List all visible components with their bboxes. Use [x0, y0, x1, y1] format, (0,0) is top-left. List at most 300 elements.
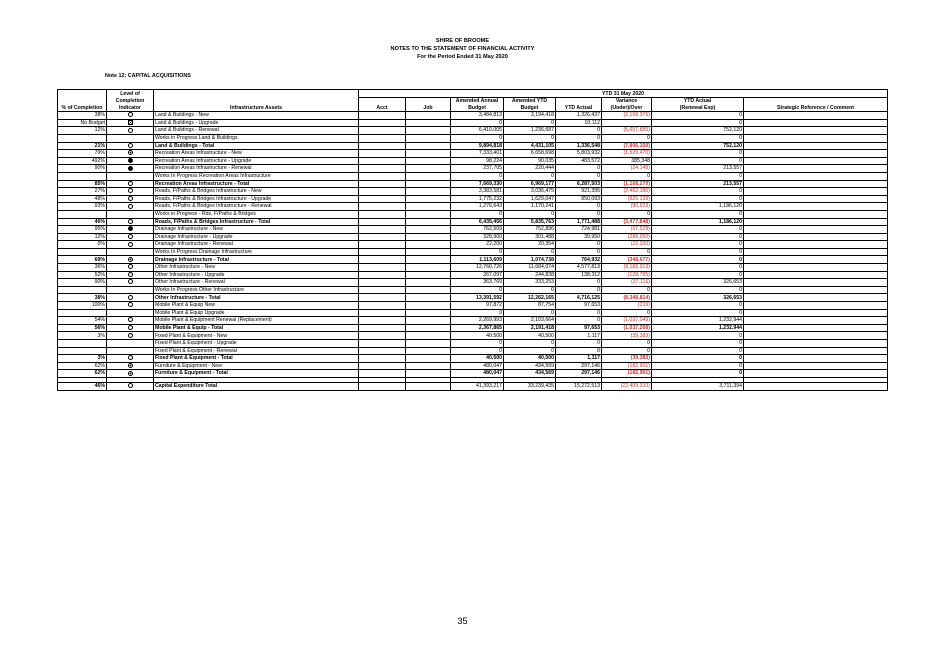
pct-cell — [58, 248, 107, 256]
completion-indicator-icon — [128, 302, 133, 307]
job-cell — [406, 112, 451, 120]
header-blank — [58, 98, 107, 105]
actual-cell: 850,093 — [556, 195, 602, 203]
table-row — [58, 271, 888, 279]
comment-cell — [744, 355, 888, 363]
completion-indicator-icon — [128, 333, 133, 338]
job-cell — [406, 324, 451, 332]
header-job: Job — [406, 105, 451, 112]
pct-cell — [58, 286, 107, 294]
actual-cell: 764,932 — [556, 256, 602, 264]
header-amended-budget-2: Budget — [451, 105, 504, 112]
asset-cell: Fixed Plant & Equipment - Renewal — [154, 347, 359, 355]
pct-cell: 492% — [58, 157, 107, 165]
renewal-cell: 0 — [652, 302, 744, 310]
actual-cell: 0 — [556, 172, 602, 180]
ytd-budget-cell: 40,500 — [504, 355, 556, 363]
job-cell — [406, 150, 451, 158]
table-row — [58, 279, 888, 287]
actual-cell: 297,146 — [556, 362, 602, 370]
actual-cell: 724,981 — [556, 226, 602, 234]
ytd-budget-cell: 301,488 — [504, 233, 556, 241]
header-acct: Acct — [359, 105, 406, 112]
header-renewal-1: YTD Actual — [652, 98, 744, 105]
acct-cell — [359, 340, 406, 348]
asset-cell: Roads, F/Paths & Bridges Infrastructure - New — [154, 188, 359, 196]
completion-indicator-icon — [128, 325, 133, 330]
ytd-budget-cell: 0 — [504, 172, 556, 180]
renewal-cell: 0 — [652, 112, 744, 120]
actual-cell: 0 — [556, 309, 602, 317]
budget-cell: 1,276,643 — [451, 203, 504, 211]
budget-cell: 13,391,592 — [451, 294, 504, 302]
actual-cell: 0 — [556, 340, 602, 348]
job-cell — [406, 203, 451, 211]
acct-cell — [359, 271, 406, 279]
renewal-cell: 0 — [652, 362, 744, 370]
renewal-cell: 0 — [652, 195, 744, 203]
renewal-cell: 0 — [652, 332, 744, 340]
completion-indicator-icon — [128, 196, 133, 201]
header-blank — [154, 98, 359, 105]
asset-cell: Fixed Plant & Equipment - New — [154, 332, 359, 340]
header-ytd-actual: YTD Actual — [556, 105, 602, 112]
acct-cell — [359, 134, 406, 142]
comment-cell — [744, 172, 888, 180]
completion-indicator-icon — [128, 150, 133, 155]
pct-cell: 90% — [58, 165, 107, 173]
job-cell — [406, 226, 451, 234]
renewal-cell: 0 — [652, 347, 744, 355]
job-cell — [406, 286, 451, 294]
ytd-budget-cell: 11,684,074 — [504, 264, 556, 272]
actual-cell: 97,653 — [556, 302, 602, 310]
pct-cell: 69% — [58, 256, 107, 264]
actual-cell: 0 — [556, 279, 602, 287]
indicator-cell — [107, 294, 154, 302]
variance-cell: (5,657,885) — [602, 127, 652, 135]
variance-cell: 0 — [602, 248, 652, 256]
pct-cell: 38% — [58, 294, 107, 302]
asset-cell: Works In Progress Other Infrastructure — [154, 286, 359, 294]
job-cell — [406, 362, 451, 370]
ytd-budget-cell: 434,569 — [504, 370, 556, 378]
budget-cell: 0 — [451, 210, 504, 218]
variance-cell: (1,168,270) — [602, 180, 652, 188]
pct-cell: 12% — [58, 127, 107, 135]
variance-cell: (2,462,186) — [602, 188, 652, 196]
renewal-cell: 0 — [652, 150, 744, 158]
indicator-cell — [107, 340, 154, 348]
asset-cell: Drainage Infrastructure - Total — [154, 256, 359, 264]
variance-cell: (39,383) — [602, 332, 652, 340]
pct-cell: 27% — [58, 188, 107, 196]
actual-cell: 1,771,488 — [556, 218, 602, 226]
asset-cell: Recreation Areas Infrastructure - Total — [154, 180, 359, 188]
asset-cell: Fixed Plant & Equipment - Upgrade — [154, 340, 359, 348]
acct-cell — [359, 256, 406, 264]
asset-cell: Works in Progress - Rds, F/Paths & Bridges — [154, 210, 359, 218]
pct-cell — [58, 134, 107, 142]
pct-cell: 3% — [58, 355, 107, 363]
comment-cell — [744, 180, 888, 188]
asset-cell: Mobile Plant & Equip - Total — [154, 324, 359, 332]
comment-cell — [744, 150, 888, 158]
ytd-budget-cell: 2,191,418 — [504, 324, 556, 332]
table-row — [58, 309, 888, 317]
asset-cell: Land & Buildings - New — [154, 112, 359, 120]
capital-acquisitions-table — [57, 89, 888, 391]
comment-cell — [744, 165, 888, 173]
renewal-cell: 0 — [652, 340, 744, 348]
table-row — [58, 332, 888, 340]
ytd-budget-cell: 0 — [504, 134, 556, 142]
variance-cell: 0 — [602, 134, 652, 142]
renewal-cell: 0 — [652, 172, 744, 180]
table-row — [58, 172, 888, 180]
table-row — [58, 241, 888, 249]
completion-indicator-icon — [128, 363, 133, 368]
indicator-cell — [107, 248, 154, 256]
variance-cell: (22,409,310) — [602, 382, 652, 390]
actual-cell: 39,950 — [556, 233, 602, 241]
header-blank — [58, 90, 107, 98]
budget-cell: 267,097 — [451, 271, 504, 279]
indicator-cell — [107, 382, 154, 390]
ytd-budget-cell: 1,236,687 — [504, 127, 556, 135]
comment-cell — [744, 302, 888, 310]
comment-cell — [744, 233, 888, 241]
asset-cell: Land & Buildings - Upgrade — [154, 119, 359, 127]
variance-cell: (90,523) — [602, 203, 652, 211]
header-blank — [359, 98, 406, 105]
header-comment: Strategic Reference / Comment — [744, 105, 888, 112]
budget-cell: 0 — [451, 119, 504, 127]
completion-indicator-icon — [128, 295, 133, 300]
completion-indicator-icon — [128, 355, 133, 360]
budget-cell: 97,872 — [451, 302, 504, 310]
table-row — [58, 112, 888, 120]
comment-cell — [744, 241, 888, 249]
comment-cell — [744, 279, 888, 287]
asset-cell: Recreation Areas Infrastructure - Upgrade — [154, 157, 359, 165]
header-asset: Infrastructure Assets — [154, 105, 359, 112]
asset-cell: Works In Progress Recreation Areas Infrastructure — [154, 172, 359, 180]
subtotal-row — [58, 294, 888, 302]
indicator-cell — [107, 188, 154, 196]
asset-cell: Roads, F/Paths & Bridges Infrastructure - Upgrade — [154, 195, 359, 203]
renewal-cell: 0 — [652, 119, 744, 127]
table-row — [58, 362, 888, 370]
ytd-budget-cell: 434,569 — [504, 362, 556, 370]
indicator-cell — [107, 157, 154, 165]
comment-cell — [744, 309, 888, 317]
variance-cell: (2,158,376) — [602, 112, 652, 120]
comment-cell — [744, 218, 888, 226]
table-row — [58, 119, 888, 127]
acct-cell — [359, 317, 406, 325]
completion-indicator-icon — [128, 226, 133, 231]
job-cell — [406, 165, 451, 173]
renewal-cell: 326,653 — [652, 294, 744, 302]
completion-indicator-icon — [128, 264, 133, 269]
renewal-cell: 0 — [652, 309, 744, 317]
report-period: For the Period Ended 31 May 2020 — [417, 54, 508, 60]
comment-cell — [744, 317, 888, 325]
actual-cell: 15,272,513 — [556, 382, 602, 390]
header-renewal-2: (Renewal Exp) — [652, 105, 744, 112]
renewal-cell: 0 — [652, 256, 744, 264]
actual-cell: 4,716,125 — [556, 294, 602, 302]
job-cell — [406, 271, 451, 279]
indicator-cell — [107, 127, 154, 135]
job-cell — [406, 172, 451, 180]
acct-cell — [359, 302, 406, 310]
indicator-cell — [107, 347, 154, 355]
asset-cell: Mobile Plant & Equip New — [154, 302, 359, 310]
indicator-cell — [107, 233, 154, 241]
budget-cell: 0 — [451, 347, 504, 355]
subtotal-row — [58, 324, 888, 332]
actual-cell: 5,803,932 — [556, 150, 602, 158]
header-amended-ytd-2: Budget — [504, 105, 556, 112]
table-row — [58, 165, 888, 173]
comment-cell — [744, 119, 888, 127]
completion-indicator-icon — [128, 166, 133, 171]
renewal-cell: 0 — [652, 210, 744, 218]
asset-cell: Fixed Plant & Equipment - Total — [154, 355, 359, 363]
job-cell — [406, 302, 451, 310]
indicator-cell — [107, 195, 154, 203]
table-row — [58, 233, 888, 241]
job-cell — [406, 256, 451, 264]
comment-cell — [744, 347, 888, 355]
pct-cell: 12% — [58, 233, 107, 241]
renewal-cell: 0 — [652, 355, 744, 363]
header-indicator-2: Completion — [107, 98, 154, 105]
indicator-cell — [107, 279, 154, 287]
page-number: 35 — [457, 616, 468, 626]
pct-cell: 93% — [58, 203, 107, 211]
pct-cell: 79% — [58, 150, 107, 158]
completion-indicator-icon — [128, 112, 133, 117]
variance-cell: (1,037,049) — [602, 317, 652, 325]
acct-cell — [359, 142, 406, 150]
acct-cell — [359, 157, 406, 165]
variance-cell: 0 — [602, 347, 652, 355]
variance-cell: (3,477,848) — [602, 218, 652, 226]
job-cell — [406, 317, 451, 325]
variance-cell: (8,182,913) — [602, 264, 652, 272]
job-cell — [406, 355, 451, 363]
note-title: Note 12: CAPITAL ACQUISITIONS — [105, 73, 191, 79]
acct-cell — [359, 382, 406, 390]
asset-cell: Other Infrastructure - Total — [154, 294, 359, 302]
table-row — [58, 286, 888, 294]
job-cell — [406, 340, 451, 348]
indicator-cell — [107, 264, 154, 272]
ytd-budget-cell: 2,103,664 — [504, 317, 556, 325]
variance-cell: (22,200) — [602, 241, 652, 249]
comment-cell — [744, 195, 888, 203]
actual-cell: 1,326,437 — [556, 112, 602, 120]
asset-cell: Land & Buildings - Renewal — [154, 127, 359, 135]
variance-cell: (1,529,470) — [602, 150, 652, 158]
comment-cell — [744, 226, 888, 234]
job-cell — [406, 127, 451, 135]
comment-cell — [744, 210, 888, 218]
renewal-cell: 752,120 — [652, 127, 744, 135]
table-row — [58, 127, 888, 135]
ytd-budget-cell: 333,253 — [504, 279, 556, 287]
budget-cell: 0 — [451, 248, 504, 256]
variance-cell: 0 — [602, 172, 652, 180]
indicator-cell — [107, 256, 154, 264]
actual-cell: 921,395 — [556, 188, 602, 196]
indicator-cell — [107, 165, 154, 173]
acct-cell — [359, 370, 406, 378]
indicator-cell — [107, 355, 154, 363]
asset-cell: Furniture & Equipment - Total — [154, 370, 359, 378]
completion-indicator-icon — [128, 143, 133, 148]
budget-cell: 40,500 — [451, 355, 504, 363]
variance-cell: (37,116) — [602, 279, 652, 287]
asset-cell: Other Infrastructure - Upgrade — [154, 271, 359, 279]
acct-cell — [359, 203, 406, 211]
variance-cell: 0 — [602, 340, 652, 348]
renewal-cell: 0 — [652, 134, 744, 142]
actual-cell: 0 — [556, 134, 602, 142]
renewal-cell: 752,120 — [652, 142, 744, 150]
acct-cell — [359, 332, 406, 340]
asset-cell: Recreation Areas Infrastructure - New — [154, 150, 359, 158]
acct-cell — [359, 150, 406, 158]
ytd-budget-cell: 87,754 — [504, 302, 556, 310]
comment-cell — [744, 112, 888, 120]
asset-cell: Recreation Areas Infrastructure - Renewal — [154, 165, 359, 173]
acct-cell — [359, 172, 406, 180]
budget-cell: 98,224 — [451, 157, 504, 165]
pct-cell: 62% — [58, 362, 107, 370]
renewal-cell: 213,557 — [652, 180, 744, 188]
pct-cell: 62% — [58, 370, 107, 378]
subtotal-row — [58, 142, 888, 150]
budget-cell: 237,705 — [451, 165, 504, 173]
budget-cell: 363,769 — [451, 279, 504, 287]
job-cell — [406, 370, 451, 378]
renewal-cell: 0 — [652, 286, 744, 294]
job-cell — [406, 241, 451, 249]
variance-cell: (219) — [602, 302, 652, 310]
actual-cell: 0 — [556, 210, 602, 218]
actual-cell: 0 — [556, 248, 602, 256]
indicator-cell — [107, 119, 154, 127]
subtotal-row — [58, 355, 888, 363]
budget-cell: 3,383,581 — [451, 188, 504, 196]
completion-indicator-icon — [128, 234, 133, 239]
asset-cell: Land & Buildings - Total — [154, 142, 359, 150]
table-row — [58, 203, 888, 211]
pct-cell: 0% — [58, 241, 107, 249]
completion-indicator-icon — [128, 279, 133, 284]
asset-cell: Drainage Infrastructure - Renewal — [154, 241, 359, 249]
indicator-cell — [107, 286, 154, 294]
header-blank — [406, 98, 451, 105]
actual-cell: 10,112 — [556, 119, 602, 127]
org-name: SHIRE OF BROOME — [435, 38, 490, 44]
renewal-cell: 0 — [652, 370, 744, 378]
variance-cell: (288,950) — [602, 233, 652, 241]
indicator-cell — [107, 226, 154, 234]
acct-cell — [359, 355, 406, 363]
actual-cell: 97,653 — [556, 324, 602, 332]
table-row — [58, 195, 888, 203]
asset-cell: Mobile Plant & Equipment Renewal (Replacement) — [154, 317, 359, 325]
variance-cell: (8,348,814) — [602, 294, 652, 302]
comment-cell — [744, 134, 888, 142]
comment-cell — [744, 157, 888, 165]
job-cell — [406, 347, 451, 355]
actual-cell: 0 — [556, 165, 602, 173]
asset-cell: Drainage Infrastructure - Upgrade — [154, 233, 359, 241]
comment-cell — [744, 142, 888, 150]
actual-cell: 1,117 — [556, 355, 602, 363]
pct-cell: 54% — [58, 317, 107, 325]
ytd-budget-cell: 220,444 — [504, 165, 556, 173]
pct-cell — [58, 347, 107, 355]
ytd-budget-cell: 3,194,418 — [504, 112, 556, 120]
ytd-budget-cell: 0 — [504, 309, 556, 317]
acct-cell — [359, 188, 406, 196]
indicator-cell — [107, 309, 154, 317]
table-row — [58, 134, 888, 142]
table-row — [58, 210, 888, 218]
renewal-cell: 0 — [652, 271, 744, 279]
acct-cell — [359, 165, 406, 173]
budget-cell: 9,894,818 — [451, 142, 504, 150]
ytd-budget-cell: 0 — [504, 119, 556, 127]
acct-cell — [359, 324, 406, 332]
job-cell — [406, 180, 451, 188]
indicator-cell — [107, 180, 154, 188]
completion-indicator-icon — [128, 257, 133, 262]
indicator-cell — [107, 210, 154, 218]
variance-cell: (39,383) — [602, 355, 652, 363]
job-cell — [406, 382, 451, 390]
header-blank — [744, 98, 888, 105]
acct-cell — [359, 241, 406, 249]
comment-cell — [744, 127, 888, 135]
job-cell — [406, 332, 451, 340]
indicator-cell — [107, 150, 154, 158]
job-cell — [406, 294, 451, 302]
renewal-cell: 1,232,944 — [652, 324, 744, 332]
acct-cell — [359, 233, 406, 241]
acct-cell — [359, 248, 406, 256]
variance-cell: 385,348 — [602, 157, 652, 165]
actual-cell: 0 — [556, 127, 602, 135]
header-variance-1: Variance — [602, 98, 652, 105]
acct-cell — [359, 347, 406, 355]
budget-cell: 6,410,005 — [451, 127, 504, 135]
table-row — [58, 157, 888, 165]
comment-cell — [744, 188, 888, 196]
pct-cell: 36% — [58, 264, 107, 272]
table-row — [58, 317, 888, 325]
renewal-cell: 1,186,120 — [652, 218, 744, 226]
indicator-cell — [107, 332, 154, 340]
pct-cell: 56% — [58, 324, 107, 332]
